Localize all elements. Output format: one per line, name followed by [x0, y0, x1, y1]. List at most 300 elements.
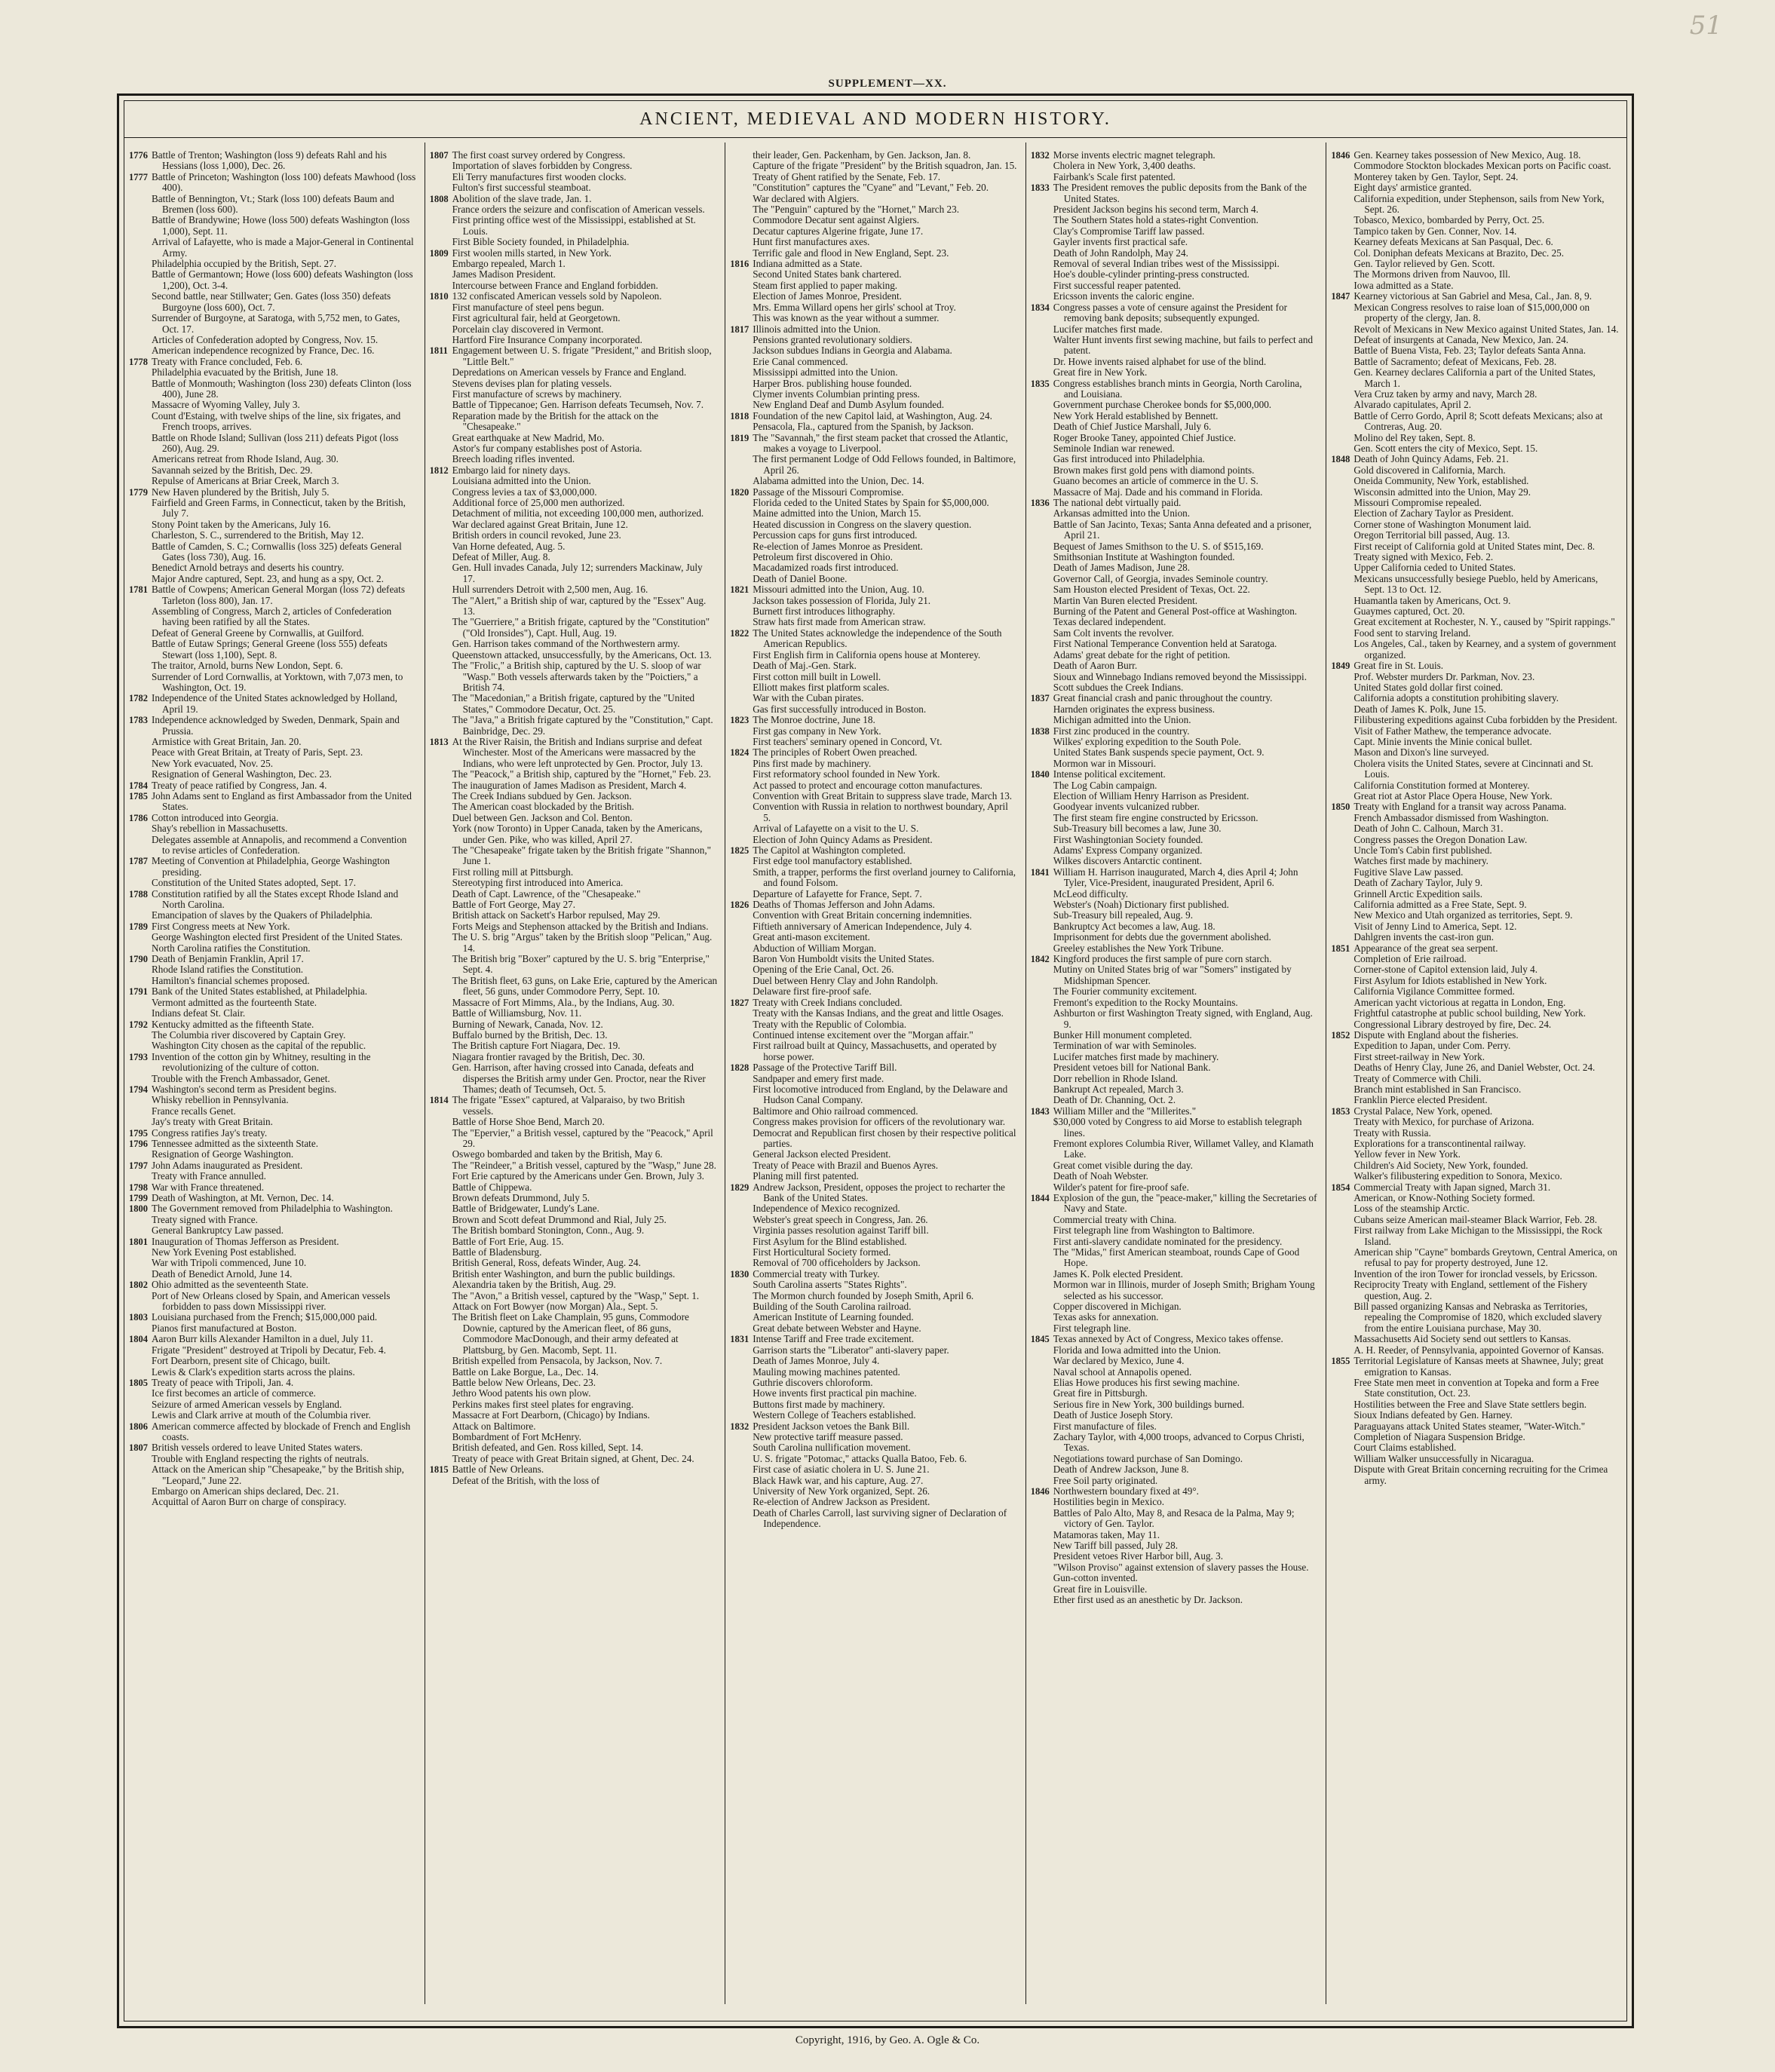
event-text: Depredations on American vessels by France and England.: [452, 366, 687, 379]
entry-year: 1830: [730, 1268, 750, 1280]
event-text: Battle of Princeton; Washington (loss 100) defeats Mawhood (loss 400).: [152, 170, 416, 194]
event-text: The Mormons driven from Nauvoo, Ill.: [1353, 268, 1511, 280]
event-text: Trouble with England respecting the rights of neutrals.: [152, 1452, 369, 1464]
entry-year: 1792: [129, 1019, 148, 1030]
event-text: British vessels ordered to leave United States waters.: [152, 1442, 363, 1454]
event-text: Forts Meigs and Stephenson attacked by the British and Indians.: [452, 920, 709, 932]
event-text: Fairfield and Green Farms, in Connecticut, taken by the British, July 7.: [152, 497, 406, 520]
event-text: Lewis & Clark's expedition starts across the plains.: [152, 1365, 355, 1378]
event-text: War declared with Algiers.: [753, 192, 860, 204]
year-entry: [730, 584, 1018, 628]
event-text: Invention of the iron Tower for ironclad vessels, by Ericsson.: [1353, 1267, 1598, 1280]
event-text: California Constitution formed at Monterey.: [1353, 779, 1530, 791]
event-text: The British brig "Boxer" captured by the U. S. brig "Enterprise," Sept. 4.: [452, 953, 710, 976]
event-text: Buffalo burned by the British, Dec. 13.: [452, 1028, 608, 1041]
event-text: Prof. Webster murders Dr. Parkman, Nov. 23.: [1353, 670, 1535, 682]
event-text: Death of John C. Calhoun, March 31.: [1353, 823, 1504, 835]
event-text: Treaty of peace with Tripoli, Jan. 4.: [152, 1376, 294, 1388]
event-text: Charleston, S. C., surrendered to the British, May 12.: [152, 529, 364, 541]
year-entry: [129, 1442, 417, 1507]
event-text: Battle of Bridgewater, Lundy's Lane.: [452, 1203, 599, 1215]
event-text: Treaty of Ghent ratified by the Senate, Feb. 17.: [753, 170, 941, 182]
event-text: Yellow fever in New York.: [1353, 1148, 1461, 1160]
event-text: New Mexico and Utah organized as territories, Sept. 9.: [1353, 909, 1573, 921]
entry-year: 1818: [730, 410, 750, 421]
event-text: British expelled from Pensacola, by Jackson, Nov. 7.: [452, 1355, 663, 1367]
event-text: First successful reaper patented.: [1053, 279, 1181, 291]
entry-year: 1819: [730, 432, 750, 443]
entry-year: 1850: [1331, 802, 1350, 813]
event-text: Clay's Compromise Tariff law passed.: [1053, 225, 1205, 237]
event-text: The United States acknowledge the independence of the South American Republics.: [753, 627, 1002, 650]
year-entry: [730, 433, 1018, 487]
entry-events: [1053, 867, 1319, 954]
event-text: The inauguration of James Madison as President, March 4.: [452, 779, 687, 791]
event-text: Alexandria taken by the British, Aug. 29.: [452, 1279, 616, 1291]
event-text: University of New York organized, Sept. 26.: [753, 1485, 930, 1497]
event-text: Second United States bank chartered.: [753, 268, 902, 280]
year-entry: [1331, 1182, 1619, 1356]
event-text: Breech loading rifles invented.: [452, 453, 575, 465]
entry-year: 1809: [429, 247, 449, 259]
event-text: Louisiana admitted into the Union.: [452, 475, 591, 487]
event-text: Porcelain clay discovered in Vermont.: [452, 323, 604, 335]
entry-events: [753, 628, 1018, 715]
event-text: Texas annexed by Act of Congress, Mexico takes offense.: [1053, 1333, 1283, 1345]
event-text: Illinois admitted into the Union.: [753, 323, 881, 335]
event-text: New England Deaf and Dumb Asylum founded.: [753, 399, 944, 411]
event-text: First case of asiatic cholera in U. S. June 21.: [753, 1464, 930, 1476]
event-text: Tampico taken by Gen. Conner, Nov. 14.: [1353, 225, 1517, 237]
year-entry: [730, 487, 1018, 585]
entry-events: [152, 693, 417, 715]
event-text: Western College of Teachers established.: [753, 1409, 916, 1421]
event-text: Commercial treaty with Turkey.: [753, 1267, 880, 1280]
event-text: William H. Harrison inaugurated, March 4, dies April 4; John Tyler, Vice-President, inaugurated President, April 6.: [1053, 866, 1298, 889]
year-entry: [129, 1084, 417, 1128]
entry-year: 1844: [1030, 1193, 1050, 1203]
event-text: Congress makes provision for officers of the revolutionary war.: [753, 1116, 1006, 1128]
year-entry: [129, 889, 417, 921]
event-text: Watches first made by machinery.: [1353, 855, 1488, 867]
entry-year: 1832: [730, 1421, 750, 1432]
entry-year: 1801: [129, 1236, 148, 1247]
event-text: Congress ratifies Jay's treaty.: [152, 1126, 268, 1139]
event-text: The "Chesapeake" frigate taken by the British frigate "Shannon," June 1.: [452, 844, 712, 867]
event-text: Guano becomes an article of commerce in the U. S.: [1053, 475, 1258, 487]
event-text: Intense Tariff and Free trade excitement.: [753, 1333, 915, 1345]
entry-events: [152, 357, 417, 487]
event-text: Treaty of Commerce with Chili.: [1353, 1072, 1482, 1084]
event-text: Hartford Fire Insurance Company incorporated.: [452, 333, 642, 345]
year-entry: [1331, 454, 1619, 661]
event-text: Wisconsin admitted into the Union, May 29.: [1353, 486, 1531, 498]
event-text: Gen. Harrison, after having crossed into Canada, defeats and disperses the British army under Gen. Proctor, near the River Thames; death of Tecumseh, Oct. 5.: [452, 1062, 706, 1095]
entry-events: [452, 150, 718, 194]
event-text: Battle of Fort George, May 27.: [452, 899, 576, 911]
year-entry: [129, 357, 417, 487]
year-entry: [730, 747, 1018, 845]
event-text: Stereotyping first introduced into America.: [452, 877, 624, 889]
event-text: Convention with Great Britain concerning indemnities.: [753, 909, 972, 921]
event-text: Completion of Erie railroad.: [1353, 953, 1467, 965]
event-text: York (now Toronto) in Upper Canada, taken by the Americans, under Gen. Pike, who was killed, April 27.: [452, 823, 703, 845]
event-text: Bank of the United States established, at Philadelphia.: [152, 985, 368, 998]
event-text: Branch mint established in San Francisco.: [1353, 1083, 1522, 1095]
event-text: Election of John Quincy Adams as President.: [753, 833, 933, 845]
event-text: Treaty of Peace with Brazil and Buenos Ayres.: [753, 1159, 939, 1171]
event-text: Zachary Taylor, with 4,000 troops, advanced to Corpus Christi, Texas.: [1053, 1430, 1304, 1454]
entry-year: 1795: [129, 1127, 148, 1139]
event-text: Opening of the Erie Canal, Oct. 26.: [753, 964, 894, 976]
event-text: First railroad built at Quincy, Massachusetts, and operated by horse power.: [753, 1040, 997, 1062]
event-text: First Washingtonian Society founded.: [1053, 833, 1203, 845]
year-entry: [730, 1334, 1018, 1421]
entry-events: [753, 845, 1018, 900]
event-text: Mexicans unsuccessfully besiege Pueblo, held by Americans, Sept. 13 to Oct. 12.: [1353, 572, 1599, 596]
event-text: Philadelphia evacuated by the British, June 18.: [152, 366, 339, 379]
event-text: Kearney victorious at San Gabriel and Mesa, Cal., Jan. 8, 9.: [1353, 290, 1593, 302]
event-text: Defeat of Miller, Aug. 8.: [452, 551, 550, 563]
year-entry: [1331, 291, 1619, 454]
event-text: Wilkes' exploring expedition to the South Pole.: [1053, 735, 1241, 747]
event-text: War declared by Mexico, June 4.: [1053, 1355, 1185, 1367]
event-text: First railway from Lake Michigan to the Mississippi, the Rock Island.: [1353, 1225, 1603, 1247]
event-text: The traitor, Arnold, burns New London, Sept. 6.: [152, 660, 343, 672]
entry-events: [753, 1334, 1018, 1421]
event-text: Deaths of Thomas Jefferson and John Adams.: [753, 899, 935, 911]
event-text: Kingford produces the first sample of pure corn starch.: [1053, 953, 1272, 965]
event-text: Attack on Fort Bowyer (now Morgan) Ala., Sept. 5.: [452, 1301, 658, 1313]
year-entry: [129, 1378, 417, 1421]
event-text: Death of Justice Joseph Story.: [1053, 1409, 1173, 1421]
entry-year: 1807: [129, 1442, 148, 1454]
event-text: Brown defeats Drummond, July 5.: [452, 1192, 590, 1203]
year-entry: [730, 411, 1018, 433]
event-text: Foundation of the new Capitol laid, at Washington, Aug. 24.: [753, 409, 992, 421]
entry-events: [152, 1334, 417, 1378]
entry-events: [152, 1442, 417, 1507]
entry-year: 1821: [730, 584, 750, 596]
year-entry: [730, 150, 1018, 259]
event-text: Ashburton or first Washington Treaty signed, with England, Aug. 9.: [1053, 1007, 1313, 1030]
event-text: Smith, a trapper, performs the first overland journey to California, and found Folsom.: [753, 866, 1016, 889]
entry-year: 1833: [1030, 182, 1050, 194]
event-text: Children's Aid Society, New York, founded.: [1353, 1159, 1528, 1171]
event-text: Death of Noah Webster.: [1053, 1170, 1148, 1182]
event-text: William Walker unsuccessfully in Nicaragua.: [1353, 1452, 1534, 1464]
event-text: Peace with Great Britain, at Treaty of Paris, Sept. 23.: [152, 746, 363, 759]
event-text: Aaron Burr kills Alexander Hamilton in a duel, July 11.: [152, 1333, 373, 1345]
entry-year: 1824: [730, 747, 750, 759]
event-text: Defeat of General Greene by Cornwallis, at Guilford.: [152, 627, 364, 639]
event-text: At the River Raisin, the British and Indians surprise and defeat Winchester. Most of the Americans were massacred by the Indians, who were left unprotected by Gen. Proctor, July 13.: [452, 735, 704, 769]
year-entry: [129, 1203, 417, 1236]
event-text: American yacht victorious at regatta in London, Eng.: [1353, 996, 1566, 1008]
event-text: Decatur captures Algerine frigate, June 17.: [753, 225, 924, 237]
event-text: Massacre of Wyoming Valley, July 3.: [152, 399, 300, 411]
entry-year: 1804: [129, 1334, 148, 1345]
event-text: Ice first becomes an article of commerce.: [152, 1387, 316, 1399]
year-entry: [430, 465, 718, 737]
entry-year: 1825: [730, 845, 750, 856]
event-text: Meeting of Convention at Philadelphia, George Washington presiding.: [152, 855, 390, 878]
event-text: Re-election of Andrew Jackson as President.: [753, 1496, 930, 1508]
entry-events: [452, 1464, 718, 1486]
event-text: The first permanent Lodge of Odd Fellows founded, in Baltimore, April 26.: [753, 453, 1016, 476]
entry-events: [1353, 1182, 1619, 1356]
entry-events: [452, 737, 718, 1095]
event-text: Mississippi admitted into the Union.: [753, 366, 898, 379]
event-text: California Vigilance Committee formed.: [1353, 985, 1515, 998]
event-text: Battle of Fort Erie, Aug. 15.: [452, 1235, 564, 1247]
event-text: Stony Point taken by the Americans, July 16.: [152, 518, 331, 530]
entry-year: [730, 150, 753, 259]
event-text: Jackson subdues Indians in Georgia and Alabama.: [753, 345, 952, 357]
page-frame: [117, 93, 1634, 2028]
event-text: Independence of Mexico recognized.: [753, 1203, 900, 1215]
event-text: Importation of slaves forbidden by Congress.: [452, 160, 633, 172]
event-text: Treaty with Creek Indians concluded.: [753, 996, 903, 1008]
event-text: Guaymes captured, Oct. 20.: [1353, 605, 1465, 618]
event-text: Election of William Henry Harrison as President.: [1053, 789, 1249, 802]
event-text: Death of Chief Justice Marshall, July 6.: [1053, 421, 1212, 433]
event-text: President Jackson vetoes the Bank Bill.: [753, 1420, 910, 1432]
event-text: The frigate "Essex" captured, at Valparaiso, by two British vessels.: [452, 1094, 685, 1117]
event-text: Termination of war with Seminoles.: [1053, 1040, 1197, 1052]
event-text: Surrender of Burgoyne, at Saratoga, with 5,752 men, to Gates, Oct. 17.: [152, 312, 400, 335]
entry-events: [753, 747, 1018, 845]
year-entry: [1031, 182, 1319, 302]
event-text: Petroleum first discovered in Ohio.: [753, 551, 893, 563]
event-text: Jay's treaty with Great Britain.: [152, 1116, 273, 1128]
event-text: Iowa admitted as a State.: [1353, 279, 1454, 291]
entry-year: 1808: [429, 193, 449, 204]
entry-year: 1854: [1331, 1182, 1350, 1193]
event-text: Roger Brooke Taney, appointed Chief Justice.: [1053, 431, 1237, 443]
event-text: Vera Cruz taken by army and navy, March 28.: [1353, 388, 1537, 400]
entry-year: 1820: [730, 486, 750, 498]
event-text: War declared against Great Britain, June 12.: [452, 518, 628, 530]
entry-events: [753, 433, 1018, 487]
entry-events: [1053, 182, 1319, 302]
history-column-2: [425, 143, 725, 2004]
event-text: Queenstown attacked, unsuccessfully, by the Americans, Oct. 13.: [452, 648, 712, 661]
event-text: Sub-Treasury bill repealed, Aug. 9.: [1053, 909, 1193, 921]
event-text: New Haven plundered by the British, July 5.: [152, 486, 330, 498]
event-text: Indians defeat St. Clair.: [152, 1007, 246, 1019]
year-entry: [129, 813, 417, 857]
event-text: Treaty with France annulled.: [152, 1170, 266, 1182]
event-text: Imprisonment for debts due the government abolished.: [1053, 931, 1271, 943]
entry-year: 1842: [1030, 954, 1050, 965]
event-text: Adams' Express Company organized.: [1053, 844, 1203, 856]
event-text: Trouble with the French Ambassador, Genet.: [152, 1072, 330, 1084]
year-entry: [730, 1421, 1018, 1530]
event-text: Death of John Randolph, May 24.: [1053, 247, 1188, 259]
entry-year: 1847: [1331, 291, 1350, 302]
entry-events: [152, 172, 417, 357]
entry-year: 1799: [129, 1193, 148, 1203]
entry-events: [753, 1421, 1018, 1530]
year-entry: [1331, 802, 1619, 943]
event-text: Major Andre captured, Sept. 23, and hung as a spy, Oct. 2.: [152, 572, 384, 584]
event-text: General Bankruptcy Law passed.: [152, 1225, 284, 1237]
event-text: First zinc produced in the country.: [1053, 725, 1190, 737]
event-text: Eight days' armistice granted.: [1353, 182, 1472, 194]
entry-year: 1787: [129, 856, 148, 867]
entry-events: [452, 248, 718, 292]
entry-year: 1784: [129, 780, 148, 791]
entry-events: [152, 1139, 417, 1160]
entry-year: 1816: [730, 259, 750, 270]
event-text: First receipt of California gold at United States mint, Dec. 8.: [1353, 540, 1596, 552]
event-text: United States gold dollar first coined.: [1353, 681, 1504, 693]
event-text: The "Macedonian," a British frigate, captured by the "United States," Commodore Decatur, Oct. 25.: [452, 692, 695, 715]
entry-events: [1353, 1030, 1619, 1106]
event-text: France orders the seizure and confiscation of American vessels.: [452, 204, 705, 216]
event-text: Expedition to Japan, under Com. Perry.: [1353, 1040, 1511, 1052]
event-text: First gas company in New York.: [753, 725, 881, 737]
event-text: Van Horne defeated, Aug. 5.: [452, 540, 566, 552]
event-text: Embargo repealed, March 1.: [452, 258, 566, 270]
entry-year: 1811: [429, 345, 448, 357]
year-entry: [1031, 954, 1319, 1106]
event-text: Detachment of militia, not exceeding 100,000 men, authorized.: [452, 507, 704, 520]
event-text: British enter Washington, and burn the public buildings.: [452, 1267, 676, 1280]
event-text: Cholera visits the United States, severe at Cincinnati and St. Louis.: [1353, 757, 1593, 780]
entry-events: [452, 1095, 718, 1464]
event-text: Garrison starts the "Liberator" anti-slavery paper.: [753, 1344, 949, 1356]
entry-events: [753, 715, 1018, 747]
event-text: Great anti-mason excitement.: [753, 931, 870, 943]
event-text: First edge tool manufactory established.: [753, 855, 912, 867]
event-text: Act passed to protect and encourage cotton manufactures.: [753, 779, 983, 791]
entry-year: 1852: [1331, 1029, 1350, 1041]
year-entry: [129, 1421, 417, 1443]
event-text: Wilkes discovers Antarctic continent.: [1053, 855, 1203, 867]
year-entry: [1331, 943, 1619, 1030]
event-text: The "Midas," first American steamboat, rounds Cape of Good Hope.: [1053, 1246, 1300, 1269]
year-entry: [1031, 1486, 1319, 1605]
entry-year: 1807: [429, 150, 449, 161]
year-entry: [730, 1062, 1018, 1182]
event-text: Terrific gale and flood in New England, Sept. 23.: [753, 247, 949, 259]
event-text: First anti-slavery candidate nominated for the presidency.: [1053, 1235, 1283, 1247]
event-text: Wilder's patent for fire-proof safe.: [1053, 1181, 1189, 1193]
event-text: Grinnell Arctic Expedition sails.: [1353, 887, 1483, 900]
event-text: Resignation of George Washington.: [152, 1148, 294, 1160]
event-text: The first coast survey ordered by Congress.: [452, 149, 626, 161]
event-text: "Constitution" captures the "Cyane" and "Levant," Feb. 20.: [753, 182, 989, 194]
event-text: Pins first made by machinery.: [753, 757, 872, 769]
event-text: Bankrupt Act repealed, March 3.: [1053, 1083, 1184, 1095]
event-text: Hull surrenders Detroit with 2,500 men, Aug. 16.: [452, 584, 648, 596]
event-text: $30,000 voted by Congress to aid Morse to establish telegraph lines.: [1053, 1116, 1302, 1139]
event-text: Dahlgren invents the cast-iron gun.: [1353, 931, 1494, 943]
event-text: Battle of Bennington, Vt.; Stark (loss 100) defeats Baum and Bremen (loss 600).: [152, 192, 394, 216]
event-text: Dispute with England about the fisheries.: [1353, 1028, 1519, 1041]
event-text: Seminole Indian war renewed.: [1053, 442, 1175, 454]
entry-year: 1812: [429, 464, 449, 476]
event-text: Defeat of the British, with the loss of: [452, 1474, 600, 1486]
event-text: Mutiny on United States brig of war "Somers" instigated by Midshipman Spencer.: [1053, 964, 1292, 986]
entry-year: 1788: [129, 888, 148, 900]
entry-year: 1843: [1030, 1105, 1050, 1117]
year-entry: [129, 1128, 417, 1139]
year-entry: [1331, 150, 1619, 291]
event-text: Upper California ceded to United States.: [1353, 562, 1516, 574]
event-text: Election of James Monroe, President.: [753, 290, 902, 302]
event-text: American ship "Cayne" bombards Greytown, Central America, on refusal to pay for property destroyed, June 12.: [1353, 1246, 1617, 1269]
entry-events: [152, 584, 417, 693]
event-text: Bill passed organizing Kansas and Nebraska as Territories, repealing the Compromise of 1820, which excluded slavery from the entire Louisiana purchase, May 30.: [1353, 1301, 1602, 1334]
event-text: New York Herald established by Bennett.: [1053, 409, 1219, 421]
event-text: The Columbia river discovered by Captain Grey.: [152, 1028, 346, 1041]
event-text: Governor Call, of Georgia, invades Seminole country.: [1053, 572, 1268, 584]
entry-year: 1836: [1030, 498, 1050, 508]
event-text: Erie Canal commenced.: [753, 355, 848, 367]
entry-events: [753, 1182, 1018, 1269]
event-text: Maine admitted into the Union, March 15.: [753, 507, 921, 520]
event-text: Hunt first manufactures axes.: [753, 236, 870, 248]
year-entry: [129, 693, 417, 715]
event-text: Ohio admitted as the seventeenth State.: [152, 1279, 309, 1291]
event-text: Visit of Jenny Lind to America, Sept. 12.: [1353, 920, 1517, 932]
event-text: Great excitement at Rochester, N. Y., caused by "Spirit rappings.": [1353, 616, 1615, 628]
event-text: Indiana admitted as a State.: [753, 258, 863, 270]
entry-events: [753, 900, 1018, 998]
entry-year: 1794: [129, 1084, 148, 1095]
entry-events: [152, 921, 417, 954]
year-entry: [430, 1464, 718, 1486]
history-column-5: [1326, 143, 1626, 2004]
event-text: Bequest of James Smithson to the U. S. of $515,169.: [1053, 540, 1264, 552]
event-text: Macadamized roads first introduced.: [753, 562, 899, 574]
event-text: Abduction of William Morgan.: [753, 942, 876, 954]
event-text: Government purchase Cherokee bonds for $5,000,000.: [1053, 399, 1272, 411]
event-text: The British bombard Stonington, Conn., Aug. 9.: [452, 1225, 645, 1237]
event-text: The President removes the public deposits from the Bank of the United States.: [1053, 182, 1307, 204]
year-entry: [1031, 379, 1319, 498]
event-text: Clymer invents Columbian printing press.: [753, 388, 920, 400]
event-text: President Jackson begins his second term, March 4.: [1053, 204, 1258, 216]
event-text: Capture of the frigate "President" by the British squadron, Jan. 15.: [753, 160, 1017, 172]
event-text: Harper Bros. publishing house founded.: [753, 377, 912, 389]
event-text: Battle of New Orleans.: [452, 1464, 544, 1476]
event-text: Florida ceded to the United States by Spain for $5,000,000.: [753, 497, 989, 508]
event-text: Lucifer matches first made by machinery.: [1053, 1050, 1219, 1062]
event-text: This was known as the year without a summer.: [753, 312, 940, 324]
event-text: Treaty with the Kansas Indians, and the great and little Osages.: [753, 1007, 1004, 1019]
event-text: Lucifer matches first made.: [1053, 323, 1163, 335]
event-text: Battle of Williamsburg, Nov. 11.: [452, 1007, 582, 1019]
event-text: First manufacture of files.: [1053, 1420, 1157, 1432]
event-text: First Horticultural Society formed.: [753, 1246, 891, 1258]
event-text: The British fleet on Lake Champlain, 95 guns, Commodore Downie, captured by the American fleet, of 86 guns, Commodore MacDonough, and their army defeated at Plattsburg, by Gen. Macomb, Sept. 11.: [452, 1311, 689, 1356]
year-entry: [129, 150, 417, 172]
event-text: Explorations for a transcontinental railway.: [1353, 1137, 1526, 1149]
entry-events: [152, 150, 417, 172]
event-text: Washington's second term as President begins.: [152, 1083, 337, 1095]
year-entry: [129, 1019, 417, 1052]
entry-year: 1802: [129, 1280, 148, 1291]
event-text: Death of Aaron Burr.: [1053, 660, 1138, 672]
entry-events: [1353, 150, 1619, 291]
entry-events: [1053, 379, 1319, 498]
year-entry: [1331, 1030, 1619, 1106]
entry-year: 1832: [1030, 150, 1050, 161]
